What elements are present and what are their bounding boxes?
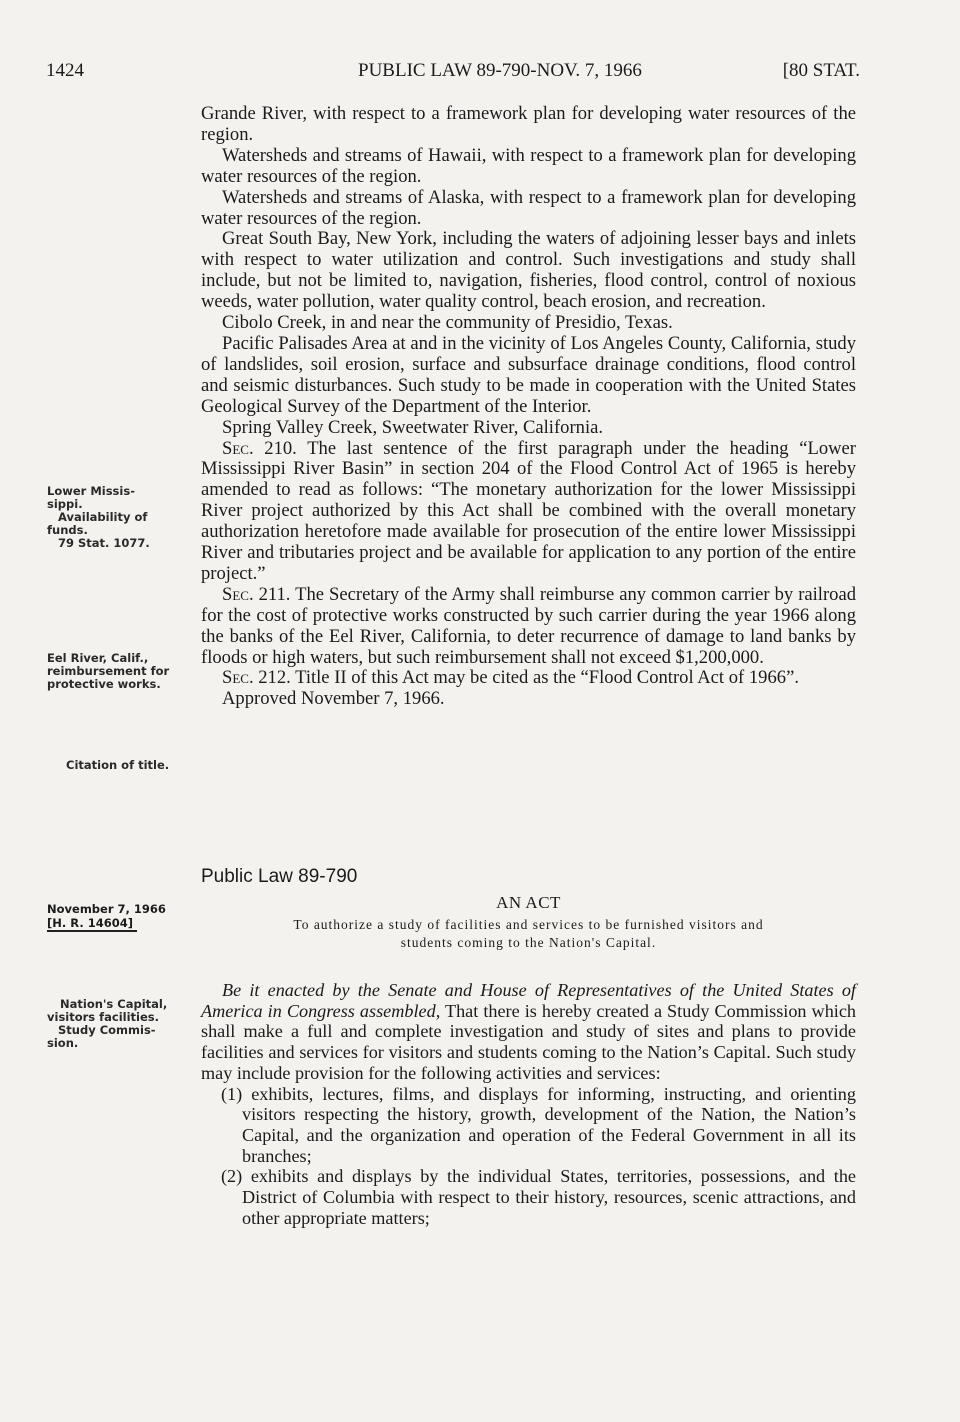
section-body xyxy=(201,104,856,710)
bill-reference xyxy=(47,902,187,932)
margin-note-line: funds. xyxy=(47,523,88,537)
margin-note-line: sippi. xyxy=(47,497,83,511)
list-item: (1) exhibits, lectures, films, and displays for informing, instructing, and orienting visitors respecting the history, growth, development of the Nation, the Nation’s Capital, and the organization and operation of the Federal Government in all its branches; xyxy=(221,1083,856,1166)
act-description-line: students coming to the Nation's Capital. xyxy=(400,935,657,950)
enactment-date: November 7, 1966 xyxy=(47,902,166,916)
paragraph-great-south-bay: Great South Bay, New York, including the waters of adjoining lesser bays and inlets with respect to water utilization and control. Such investigations and study shall include, but not be limited to, navigation, fisheries, flood control, control of noxious weeds, water pollution, water quality control, beach erosion, and recreation. xyxy=(201,228,856,313)
paragraph-hawaii: Watersheds and streams of Hawaii, with respect to a framework plan for developing water resources of the region. xyxy=(201,144,856,187)
act-body xyxy=(201,980,856,1228)
section-211 xyxy=(201,585,856,669)
public-law-heading: Public Law 89-790 xyxy=(201,866,358,887)
paragraph-alaska: Watersheds and streams of Alaska, with respect to a framework plan for developing water resources of the region. xyxy=(201,186,856,229)
statute-volume: [80 STAT. xyxy=(782,60,860,81)
section-210 xyxy=(201,439,856,585)
margin-note-line: Lower Missis- xyxy=(47,484,135,498)
margin-note-line: Nation's Capital, xyxy=(60,997,168,1011)
margin-note-line: Eel River, Calif., xyxy=(47,651,149,665)
margin-note-line: visitors facilities. xyxy=(47,1010,160,1024)
section-211-text: The Secretary of the Army shall reimburse any common carrier by railroad for the cost of protective works constructed by such carrier during the year 1966 along the banks of the Eel River, California, to deter recurrence of damage to land banks by floods or high waters, but such reimbursement shall not exceed $1,200,000. xyxy=(201,583,857,668)
margin-note-lower-mississippi xyxy=(47,485,192,550)
paragraph-grande-river: Grande River, with respect to a framework plan for developing water resources of the region. xyxy=(201,103,856,145)
margin-note-line: protective works. xyxy=(47,677,161,691)
section-212 xyxy=(201,668,856,689)
paragraph-cibolo-creek: Cibolo Creek, in and near the community of Presidio, Texas. xyxy=(222,312,673,334)
margin-note-line: 79 Stat. 1077. xyxy=(58,536,150,550)
an-act-heading: AN ACT xyxy=(496,893,561,912)
margin-note-line: sion. xyxy=(47,1036,79,1050)
act-first-paragraph xyxy=(201,980,856,1084)
section-210-label: Sec. 210. xyxy=(222,437,297,459)
section-212-label: Sec. 212. xyxy=(222,667,291,689)
act-description-line: To authorize a study of facilities and services to be furnished visitors and xyxy=(293,917,764,932)
section-212-text: Title II of this Act may be cited as the “Flood Control Act of 1966”. xyxy=(295,667,799,689)
section-211-label: Sec. 211. xyxy=(222,583,291,605)
paragraph-pacific-palisades: Pacific Palisades Area at and in the vicinity of Los Angeles County, California, study of landslides, soil erosion, surface and subsurface drainage conditions, flood control and seismic disturbances. Such study to be made in cooperation with the United States Geological Survey of the Department of the Interior. xyxy=(201,332,856,417)
margin-note-line: Study Commis- xyxy=(58,1023,156,1037)
margin-note-line: reimbursement for xyxy=(47,664,170,678)
paragraph-spring-valley: Spring Valley Creek, Sweetwater River, California. xyxy=(222,416,604,438)
enacting-clause: Be it enacted by the Senate and House of Representatives of the United States of America in Congress assembled, xyxy=(201,980,856,1021)
act-first-paragraph-text: That there is hereby created a Study Commission which shall make a full and complete investigation and study of sites and plans to provide facilities and services for visitors and students coming to the Nation’s Capital. Such study may include provision for the following activities and services: xyxy=(201,1000,857,1083)
page-number: 1424 xyxy=(46,60,84,81)
approved-line: Approved November 7, 1966. xyxy=(222,688,445,710)
section-210-text: The last sentence of the first paragraph under the heading “Lower Mississippi River Basin” in section 204 of the Flood Control Act of 1965 is hereby amended to read as follows: “The monetary authorization for the lower Mississippi River project authorized by this Act shall be combined with the overall monetary authorization heretofore made available for prosecution of the entire lower Mississippi River and tributaries project and be available for application to any portion of the entire project.” xyxy=(201,437,857,584)
running-title: PUBLIC LAW 89-790-NOV. 7, 1966 xyxy=(358,60,642,81)
list-item: (2) exhibits and displays by the individual States, territories, possessions, and the District of Columbia with respect to their history, resources, scenic attractions, and other appropriate matters; xyxy=(221,1166,856,1228)
margin-note-nations-capital xyxy=(47,998,192,1050)
margin-note-citation: Citation of title. xyxy=(66,758,170,772)
page-header xyxy=(46,60,860,86)
margin-note-line: Availability of xyxy=(58,510,148,524)
act-description xyxy=(201,916,856,952)
margin-note-eel-river xyxy=(47,652,192,691)
bill-number: [H. R. 14604] xyxy=(47,916,137,932)
